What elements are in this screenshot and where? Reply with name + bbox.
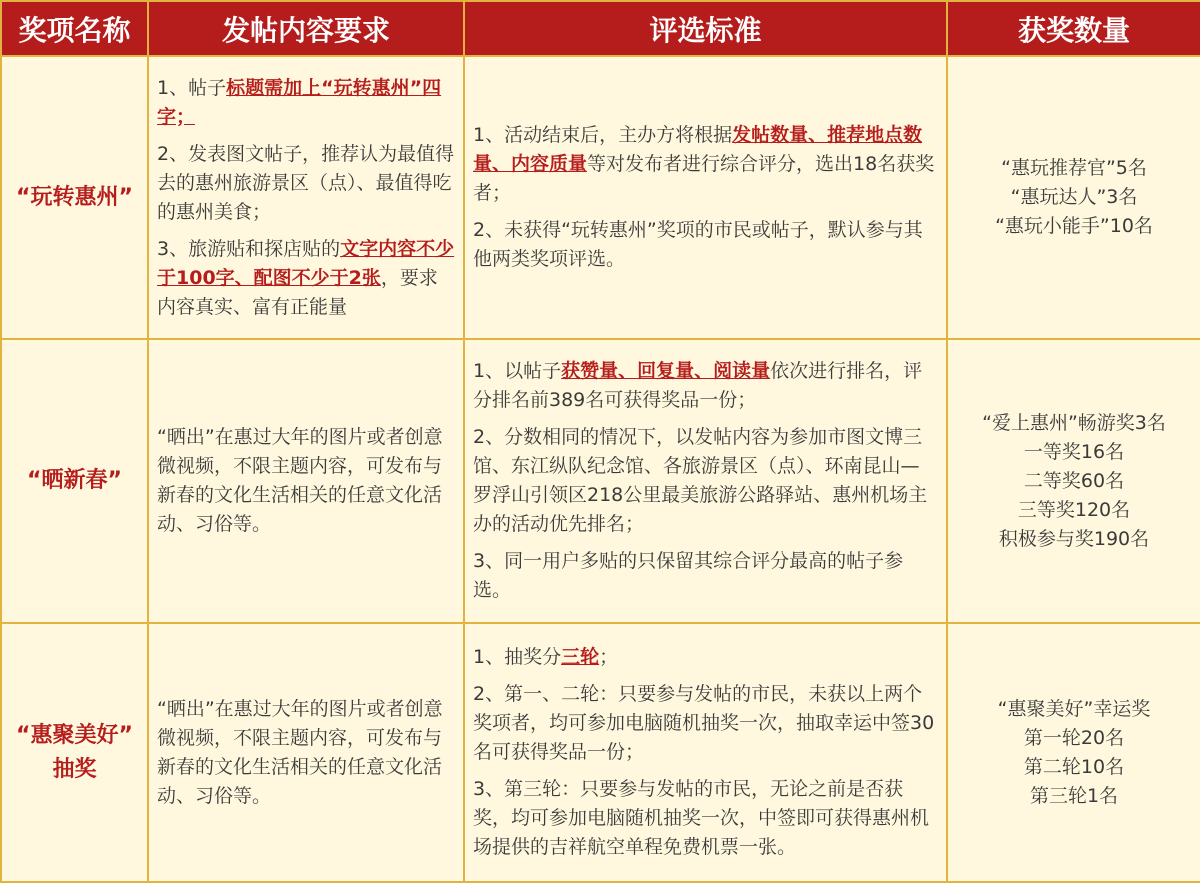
criteria-item: 2、分数相同的情况下，以发帖内容为参加市图文博三馆、东江纵队纪念馆、各旅游景区（点）、环南昆山—罗浮山引领区218公里最美旅游公路驿站、惠州机场主办的活动优先排名； (473, 426, 928, 535)
award-name-cell (1, 623, 148, 882)
requirement-item: “晒出”在惠过大年的图片或者创意微视频，不限主题内容，可发布与新春的文化生活相关的任意文化活动、习俗等。 (157, 697, 443, 807)
header-criteria: 评选标准 (464, 1, 947, 56)
award-count-line: 二等奖60名 (1023, 469, 1125, 492)
award-name-cell (1, 56, 148, 339)
post-requirements-cell (148, 623, 464, 882)
table-row (1, 623, 1200, 882)
requirement-item: 2、发表图文帖子，推荐认为最值得去的惠州旅游景区（点）、最值得吃的惠州美食； (157, 142, 455, 223)
criteria-cell (464, 339, 947, 623)
award-count-line: 第一轮20名 (1023, 726, 1125, 749)
criteria-item: 2、第一、二轮：只要参与发帖的市民，未获以上两个奖项者，均可参加电脑随机抽奖一次，抽取幸运中签30名可获得奖品一份； (473, 683, 935, 763)
award-count-line: 积极参与奖190名 (998, 527, 1150, 550)
award-name: “晒新春” (27, 468, 122, 493)
requirement-item: “晒出”在惠过大年的图片或者创意微视频，不限主题内容，可发布与新春的文化生活相关的任意文化活动、习俗等。 (157, 426, 443, 535)
requirement-item: 1、帖子标题需加上“玩转惠州”四字； (157, 76, 442, 128)
header-row (1, 1, 1200, 56)
header-award-count: 获奖数量 (947, 1, 1200, 56)
award-count-line: 一等奖16名 (1023, 440, 1125, 463)
award-count-line: “惠玩推荐官”5名 (1001, 157, 1147, 179)
award-count-line: “惠玩小能手”10名 (995, 215, 1153, 237)
table-row (1, 339, 1200, 623)
award-name-suffix: 抽奖 (52, 756, 97, 782)
header-post-requirements: 发帖内容要求 (148, 1, 464, 56)
award-count-cell (947, 339, 1200, 623)
award-count-line: “爱上惠州”畅游奖3名 (982, 411, 1166, 434)
award-name: “惠聚美好” (16, 722, 133, 748)
award-name: “玩转惠州” (16, 184, 133, 210)
award-count-line: 第二轮10名 (1023, 755, 1125, 778)
criteria-item: 2、未获得“玩转惠州”奖项的市民或帖子，默认参与其他两类奖项评选。 (473, 219, 923, 270)
award-name-cell (1, 339, 148, 623)
post-requirements-cell (148, 339, 464, 623)
award-count-cell (947, 56, 1200, 339)
award-count-line: “惠玩达人”3名 (1010, 186, 1138, 208)
criteria-item: 1、以帖子获赞量、回复量、阅读量依次进行排名，评分排名前389名可获得奖品一份； (473, 360, 923, 411)
award-count-line: 第三轮1名 (1029, 784, 1119, 807)
criteria-cell (464, 623, 947, 882)
award-count-line: “惠聚美好”幸运奖 (997, 697, 1151, 720)
criteria-item: 1、活动结束后，主办方将根据发帖数量、推荐地点数量、内容质量等对发布者进行综合评分，选出18名获奖者； (473, 124, 935, 204)
award-count-line: 三等奖120名 (1017, 498, 1131, 521)
criteria-item: 3、同一用户多贴的只保留其综合评分最高的帖子参选。 (473, 550, 904, 601)
header-award-name: 奖项名称 (1, 1, 148, 56)
criteria-item: 1、抽奖分三轮； (473, 646, 619, 668)
post-requirements-cell (148, 56, 464, 339)
criteria-item: 3、第三轮：只要参与发帖的市民，无论之前是否获奖，均可参加电脑随机抽奖一次，中签即可获得惠州机场提供的吉祥航空单程免费机票一张。 (473, 778, 930, 858)
criteria-cell (464, 56, 947, 339)
award-count-cell (947, 623, 1200, 882)
table-row (1, 56, 1200, 339)
requirement-item: 3、旅游贴和探店贴的文字内容不少于100字、配图不少于2张，要求内容真实、富有正能量 (157, 237, 455, 318)
